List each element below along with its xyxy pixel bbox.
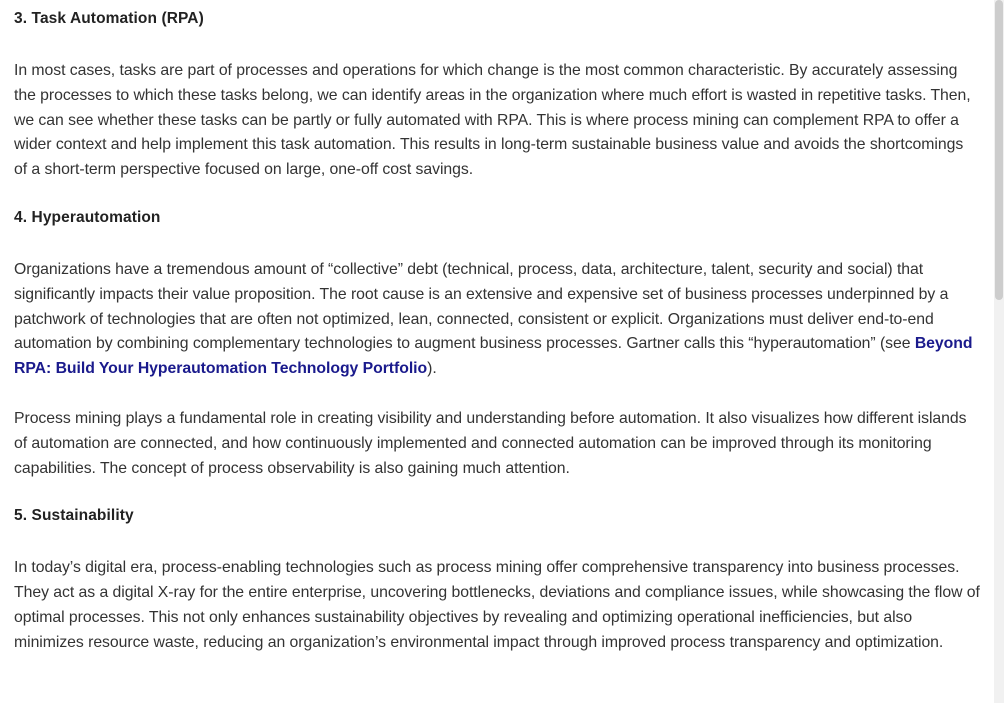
paragraph-text: ). (427, 360, 437, 378)
vertical-scrollbar[interactable] (994, 0, 1004, 703)
paragraph-hyperautomation-2: Process mining plays a fundamental role in creating visibility and understanding before automation. It also visualizes how different islands of automation are connected, and how continuously implemented and connected automation can be improved through its monitoring capabilities. The concept of process observability is also gaining much attention. (14, 409, 967, 477)
section-heading-task-automation: 3. Task Automation (RPA) (14, 10, 204, 27)
article-body (14, 9, 980, 656)
section-heading-hyperautomation: 4. Hyperautomation (14, 208, 161, 226)
gartner-report-link[interactable]: Beyond RPA: Build Your Hyperautomation Technology Portfolio (14, 335, 973, 378)
paragraph-task-automation: In most cases, tasks are part of processes and operations for which change is the most common characteristic. By accurately assessing the processes to which these tasks belong, we can identify areas in the organization where much effort is wasted in repetitive tasks. Then, we can see whether these tasks can be partly or fully automated with RPA. This is where process mining can complement RPA to offer a wider context and help implement this task automation. This results in long-term sustainable business value and avoids the shortcomings of a short-term perspective focused on large, one-off cost savings. (14, 62, 971, 179)
paragraph-text: Organizations have a tremendous amount of “collective” debt (technical, process, data, architecture, talent, security and social) that significantly impacts their value proposition. The root cause is an extensive and expensive set of business processes underpinned by a patchwork of technologies that are often not optimized, lean, connected, consistent or explicit. Organizations must deliver end-to-end automation by combining complementary technologies to augment business processes. Gartner calls this “hyperautomation” (see (14, 260, 949, 353)
paragraph-hyperautomation-1 (14, 258, 980, 382)
scrollbar-thumb[interactable] (995, 0, 1003, 300)
paragraph-sustainability: In today’s digital era, process-enabling technologies such as process mining offer comprehensive transparency into business processes. They act as a digital X-ray for the entire enterprise, uncovering bottlenecks, deviations and compliance issues, while showcasing the flow of optimal processes. This not only enhances sustainability objectives by revealing and optimizing operational inefficiencies, but also minimizes resource waste, reducing an organization’s environmental impact through improved process transparency and optimization. (14, 559, 980, 651)
section-heading-sustainability: 5. Sustainability (14, 507, 134, 525)
